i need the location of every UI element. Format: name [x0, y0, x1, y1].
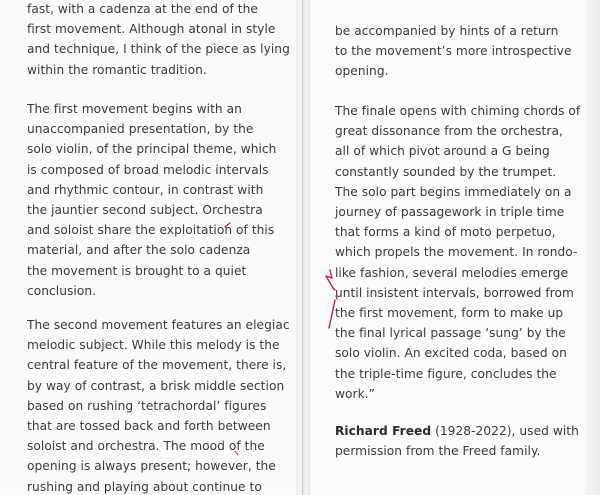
text-line: fast, with a cadenza at the end of the: [27, 2, 258, 16]
text-line: work.”: [335, 386, 375, 401]
text-line: based on rushing ‘tetrachordal’ figures: [27, 398, 267, 413]
text-line: within the romantic tradition.: [27, 62, 207, 77]
text-line: and soloist share the exploitation of this: [27, 223, 275, 238]
text-line: The second movement features an elegiac: [27, 318, 290, 332]
text-line: The first movement begins with an: [27, 102, 242, 116]
text-line: unaccompanied presentation, by the: [27, 122, 254, 137]
next-page-edge: [586, 0, 600, 495]
paragraph-second-movement: [27, 315, 290, 495]
credit-line: permission from the Freed family.: [335, 444, 541, 459]
pen-annotation-mark: [316, 266, 352, 332]
text-line: all of which pivot around a G being: [335, 144, 550, 159]
pen-tick-mark: [232, 448, 242, 458]
author-credit: [335, 421, 579, 461]
text-line: the final lyrical passage ‘sung’ by the: [335, 326, 566, 341]
text-line: that forms a kind of moto perpetuo,: [335, 225, 556, 240]
left-page: [0, 0, 296, 495]
text-line: journey of passagework in triple time: [335, 205, 565, 220]
text-line: like fashion, several melodies emerge: [335, 265, 569, 280]
text-line: The finale opens with chiming chords of: [335, 104, 581, 118]
text-line: and rhythmic contour, in contrast with: [27, 182, 264, 197]
text-line: opening is always present; however, the: [27, 459, 276, 474]
paragraph-finale: [335, 101, 580, 404]
paragraph-second-movement-end: [335, 21, 572, 82]
text-line: the first movement, form to make up: [335, 306, 564, 321]
text-line: first movement. Although atonal in style: [27, 22, 276, 37]
book-gutter: [296, 0, 310, 495]
text-line: be accompanied by hints of a return: [335, 24, 559, 38]
text-line: opening.: [335, 64, 389, 79]
text-line: soloist and orchestra. The mood of the: [27, 439, 265, 454]
text-line: which propels the movement. In rondo-: [335, 245, 578, 260]
text-line: that are tossed back and forth between: [27, 419, 271, 434]
text-line: great dissonance from the orchestra,: [335, 124, 563, 139]
text-line: to the movement’s more introspective: [335, 44, 572, 59]
right-page: [310, 0, 600, 495]
text-line: solo violin. An excited coda, based on: [335, 346, 567, 361]
text-line: the triple-time figure, concludes the: [335, 366, 557, 381]
text-line: The solo part begins immediately on a: [335, 184, 572, 199]
credit-text: (1928-2022), used with: [431, 424, 579, 438]
text-line: solo violin, of the principal theme, which: [27, 142, 277, 157]
text-line: rushing and playing about continue to: [27, 479, 262, 494]
text-line: and technique, I think of the piece as lying: [27, 42, 290, 57]
text-line: conclusion.: [27, 283, 97, 298]
text-line: until insistent intervals, borrowed from: [335, 285, 574, 300]
pen-tick-mark: [222, 218, 238, 234]
text-line: the movement is brought to a quiet: [27, 263, 247, 278]
paragraph-intro-end: [27, 0, 290, 80]
text-line: material, and after the solo cadenza: [27, 243, 251, 258]
text-line: constantly sounded by the trumpet.: [335, 164, 557, 179]
text-line: central feature of the movement, there is,: [27, 358, 287, 373]
credit-line: [335, 421, 579, 441]
author-name: Richard Freed: [335, 424, 432, 438]
gutter-fold-line: [302, 0, 303, 495]
text-line: the jauntier second subject. Orchestra: [27, 203, 263, 218]
text-line: by way of contrast, a brisk middle section: [27, 378, 285, 393]
text-line: is composed of broad melodic intervals: [27, 162, 269, 177]
paragraph-first-movement: [27, 99, 276, 301]
text-line: melodic subject. While this melody is the: [27, 338, 280, 353]
